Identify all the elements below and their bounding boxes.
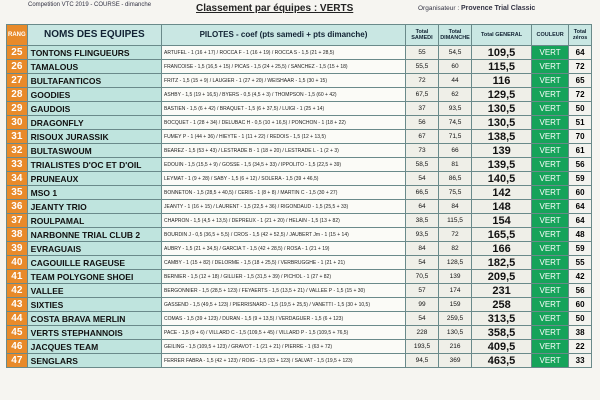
total-dimanche: 54,5 bbox=[439, 46, 472, 60]
total-samedi: 72 bbox=[405, 74, 438, 88]
color-badge: VERT bbox=[532, 200, 569, 214]
total-samedi: 193,5 bbox=[405, 340, 438, 354]
team-name: TRIALISTES D'OC ET D'OIL bbox=[27, 158, 161, 172]
table-row bbox=[7, 340, 592, 354]
pilots-cell: CHAPRON - 1,5 (4,5 + 13,5) / DEPREUX - 1 (21 + 20) / HELAIN - 1,5 (13 + 82) bbox=[162, 214, 406, 228]
header-row bbox=[7, 25, 592, 46]
team-name: VERTS STEPHANNOIS bbox=[27, 326, 161, 340]
col-pilotes: PILOTES - coef (pts samedi + pts dimanche) bbox=[162, 25, 406, 46]
team-name: TONTONS FLINGUEURS bbox=[27, 46, 161, 60]
total-dimanche: 60 bbox=[439, 60, 472, 74]
total-zeros: 70 bbox=[569, 130, 592, 144]
total-samedi: 67 bbox=[405, 130, 438, 144]
total-dimanche: 72 bbox=[439, 228, 472, 242]
team-name: BULTAFANTICOS bbox=[27, 74, 161, 88]
color-badge: VERT bbox=[532, 88, 569, 102]
total-general: 129,5 bbox=[472, 88, 532, 102]
table-row bbox=[7, 46, 592, 60]
total-samedi: 38,5 bbox=[405, 214, 438, 228]
total-zeros: 60 bbox=[569, 186, 592, 200]
team-name: MSO 1 bbox=[27, 186, 161, 200]
total-general: 130,5 bbox=[472, 116, 532, 130]
team-name: GAUDOIS bbox=[27, 102, 161, 116]
total-zeros: 72 bbox=[569, 60, 592, 74]
total-dimanche: 84 bbox=[439, 200, 472, 214]
pilots-cell: EDOUIN - 1,5 (15,5 + 9) / GOSSE - 1,5 (34,5 + 33) / IPPOLITO - 1,5 (22,5 + 39) bbox=[162, 158, 406, 172]
total-samedi: 55 bbox=[405, 46, 438, 60]
color-badge: VERT bbox=[532, 158, 569, 172]
page-header bbox=[0, 0, 600, 22]
color-badge: VERT bbox=[532, 326, 569, 340]
standings-table bbox=[6, 24, 592, 368]
color-badge: VERT bbox=[532, 46, 569, 60]
pilots-cell: GEILING - 1,5 (109,5 + 123) / GRAVOT - 1 (21 + 21) / PIERRE - 1 (63 + 72) bbox=[162, 340, 406, 354]
total-zeros: 55 bbox=[569, 256, 592, 270]
total-general: 166 bbox=[472, 242, 532, 256]
team-name: GOODIES bbox=[27, 88, 161, 102]
pilots-cell: FRANCOISE - 1,5 (16,5 + 15) / PICAS - 1,5 (24 + 25,5) / SANCHEZ - 1,5 (15 + 18) bbox=[162, 60, 406, 74]
total-dimanche: 174 bbox=[439, 284, 472, 298]
table-row bbox=[7, 74, 592, 88]
color-badge: VERT bbox=[532, 130, 569, 144]
total-dimanche: 115,5 bbox=[439, 214, 472, 228]
organizer-name: Provence Trial Classic bbox=[461, 5, 536, 12]
total-dimanche: 66 bbox=[439, 144, 472, 158]
table-row bbox=[7, 186, 592, 200]
rank-cell: 46 bbox=[7, 340, 28, 354]
total-zeros: 42 bbox=[569, 270, 592, 284]
total-samedi: 66,5 bbox=[405, 186, 438, 200]
pilots-cell: ARTUFEL - 1 (16 + 17) / ROCCA F - 1 (16 + 19) / ROCCA S - 1,5 (21 + 28,5) bbox=[162, 46, 406, 60]
total-samedi: 37 bbox=[405, 102, 438, 116]
col-samedi: Total SAMEDI bbox=[405, 25, 438, 46]
table-row bbox=[7, 298, 592, 312]
table-row bbox=[7, 88, 592, 102]
team-name: DRAGONFLY bbox=[27, 116, 161, 130]
pilots-cell: PACE - 1,5 (9 + 6) / VILLARD C - 1,5 (109,5 + 45) / VILLARD P - 1,5 (109,5 + 76,5) bbox=[162, 326, 406, 340]
total-zeros: 38 bbox=[569, 326, 592, 340]
table-row bbox=[7, 214, 592, 228]
total-samedi: 93,5 bbox=[405, 228, 438, 242]
color-badge: VERT bbox=[532, 340, 569, 354]
color-badge: VERT bbox=[532, 172, 569, 186]
rank-cell: 29 bbox=[7, 102, 28, 116]
total-general: 140,5 bbox=[472, 172, 532, 186]
total-zeros: 65 bbox=[569, 74, 592, 88]
total-general: 209,5 bbox=[472, 270, 532, 284]
table-row bbox=[7, 200, 592, 214]
table-row bbox=[7, 130, 592, 144]
team-name: NARBONNE TRIAL CLUB 2 bbox=[27, 228, 161, 242]
color-badge: VERT bbox=[532, 242, 569, 256]
pilots-cell: LEYMAT - 1 (9 + 28) / SABY - 1,5 (6 + 12) / SOLERA - 1,5 (39 + 46,5) bbox=[162, 172, 406, 186]
total-dimanche: 159 bbox=[439, 298, 472, 312]
rank-cell: 40 bbox=[7, 256, 28, 270]
pilots-cell: JEANTY - 1 (16 + 15) / LAURENT - 1,5 (22,5 + 36) / RIGONDAUD - 1,5 (25,5 + 33) bbox=[162, 200, 406, 214]
total-samedi: 58,5 bbox=[405, 158, 438, 172]
total-dimanche: 74,5 bbox=[439, 116, 472, 130]
table-row bbox=[7, 354, 592, 368]
total-zeros: 50 bbox=[569, 102, 592, 116]
color-badge: VERT bbox=[532, 186, 569, 200]
total-general: 130,5 bbox=[472, 102, 532, 116]
total-dimanche: 139 bbox=[439, 270, 472, 284]
team-name: JEANTY TRIO bbox=[27, 200, 161, 214]
color-badge: VERT bbox=[532, 214, 569, 228]
rank-cell: 43 bbox=[7, 298, 28, 312]
total-zeros: 64 bbox=[569, 214, 592, 228]
total-samedi: 54 bbox=[405, 312, 438, 326]
organizer-prefix: Organisateur : bbox=[418, 5, 460, 12]
total-general: 142 bbox=[472, 186, 532, 200]
rank-cell: 44 bbox=[7, 312, 28, 326]
rank-cell: 45 bbox=[7, 326, 28, 340]
table-row bbox=[7, 270, 592, 284]
total-zeros: 60 bbox=[569, 298, 592, 312]
team-name: TEAM POLYGONE SHOEI bbox=[27, 270, 161, 284]
pilots-cell: BONNETON - 1,5 (28,5 + 40,5) / CERIS - 1 (8 + 8) / MARTIN C - 1,5 (30 + 27) bbox=[162, 186, 406, 200]
team-name: SIXTIES bbox=[27, 298, 161, 312]
total-general: 154 bbox=[472, 214, 532, 228]
rank-cell: 25 bbox=[7, 46, 28, 60]
table-row bbox=[7, 312, 592, 326]
pilots-cell: BOCQUET - 1 (28 + 34) / DELUBAC H - 0,5 (10 + 16,5) / PONCHON - 1 (18 + 22) bbox=[162, 116, 406, 130]
rank-cell: 27 bbox=[7, 74, 28, 88]
pilots-cell: FRITZ - 1,5 (15 + 9) / LAUGIER - 1 (27 + 20) / WEISHAAR - 1,5 (30 + 15) bbox=[162, 74, 406, 88]
rank-cell: 30 bbox=[7, 116, 28, 130]
rank-cell: 37 bbox=[7, 214, 28, 228]
total-dimanche: 62 bbox=[439, 88, 472, 102]
total-general: 463,5 bbox=[472, 354, 532, 368]
team-name: VALLEE bbox=[27, 284, 161, 298]
organizer-label bbox=[418, 5, 535, 12]
total-general: 116 bbox=[472, 74, 532, 88]
color-badge: VERT bbox=[532, 270, 569, 284]
rank-cell: 41 bbox=[7, 270, 28, 284]
total-dimanche: 216 bbox=[439, 340, 472, 354]
color-badge: VERT bbox=[532, 298, 569, 312]
team-name: BULTASWOUM bbox=[27, 144, 161, 158]
color-badge: VERT bbox=[532, 144, 569, 158]
team-name: COSTA BRAVA MERLIN bbox=[27, 312, 161, 326]
total-samedi: 54 bbox=[405, 172, 438, 186]
total-general: 231 bbox=[472, 284, 532, 298]
total-zeros: 72 bbox=[569, 88, 592, 102]
total-dimanche: 86,5 bbox=[439, 172, 472, 186]
col-noms: NOMS DES EQUIPES bbox=[27, 25, 161, 46]
total-dimanche: 128,5 bbox=[439, 256, 472, 270]
total-dimanche: 44 bbox=[439, 74, 472, 88]
page-title: Classement par équipes : VERTS bbox=[196, 3, 354, 14]
pilots-cell: FUMEY P - 1 (44 + 36) / HIEYTE - 1 (11 + 22) / REDOIS - 1,5 (12 + 13,5) bbox=[162, 130, 406, 144]
total-samedi: 67,5 bbox=[405, 88, 438, 102]
table-row bbox=[7, 284, 592, 298]
total-dimanche: 259,5 bbox=[439, 312, 472, 326]
pilots-cell: ASHBY - 1,5 (19 + 16,5) / BYERS - 0,5 (4,5 + 3) / THOMPSON - 1,5 (60 + 42) bbox=[162, 88, 406, 102]
competition-label: Competition VTC 2019 - COURSE - dimanche bbox=[28, 2, 152, 8]
team-name: ROULPAMAL bbox=[27, 214, 161, 228]
table-row bbox=[7, 228, 592, 242]
pilots-cell: BOURDIN J - 0,5 (36,5 + 5,5) / CROS - 1,5 (42 + 52,5) / JAUBERT Jm - 1 (15 + 14) bbox=[162, 228, 406, 242]
table-row bbox=[7, 60, 592, 74]
rank-cell: 42 bbox=[7, 284, 28, 298]
table-row bbox=[7, 158, 592, 172]
total-samedi: 94,5 bbox=[405, 354, 438, 368]
total-samedi: 99 bbox=[405, 298, 438, 312]
table-row bbox=[7, 116, 592, 130]
total-samedi: 54 bbox=[405, 256, 438, 270]
total-general: 358,5 bbox=[472, 326, 532, 340]
total-general: 115,5 bbox=[472, 60, 532, 74]
col-dimanche: Total DIMANCHE bbox=[439, 25, 472, 46]
team-name: PRUNEAUX bbox=[27, 172, 161, 186]
rank-cell: 31 bbox=[7, 130, 28, 144]
table-row bbox=[7, 102, 592, 116]
total-zeros: 56 bbox=[569, 284, 592, 298]
total-general: 409,5 bbox=[472, 340, 532, 354]
total-zeros: 51 bbox=[569, 116, 592, 130]
pilots-cell: BERNIER - 1,5 (12 + 18) / GILLIER - 1,5 (31,5 + 39) / PICHOL - 1 (27 + 82) bbox=[162, 270, 406, 284]
rank-cell: 33 bbox=[7, 158, 28, 172]
table-row bbox=[7, 326, 592, 340]
total-general: 148 bbox=[472, 200, 532, 214]
total-zeros: 33 bbox=[569, 354, 592, 368]
color-badge: VERT bbox=[532, 256, 569, 270]
rank-cell: 28 bbox=[7, 88, 28, 102]
table-row bbox=[7, 256, 592, 270]
total-general: 109,5 bbox=[472, 46, 532, 60]
rank-cell: 35 bbox=[7, 186, 28, 200]
total-dimanche: 82 bbox=[439, 242, 472, 256]
team-name: EVRAGUAIS bbox=[27, 242, 161, 256]
rank-cell: 47 bbox=[7, 354, 28, 368]
col-general: Total GENERAL bbox=[472, 25, 532, 46]
total-dimanche: 369 bbox=[439, 354, 472, 368]
rank-cell: 26 bbox=[7, 60, 28, 74]
total-general: 258 bbox=[472, 298, 532, 312]
pilots-cell: BEAREZ - 1,5 (53 + 43) / LESTRADE B - 1 (18 + 20) / LESTRADE L - 1 (2 + 3) bbox=[162, 144, 406, 158]
pilots-cell: CAMBY - 1 (15 + 82) / DELORME - 1,5 (18 + 25,5) / VERBRUGGHE - 1 (21 + 21) bbox=[162, 256, 406, 270]
color-badge: VERT bbox=[532, 116, 569, 130]
total-samedi: 55,5 bbox=[405, 60, 438, 74]
total-general: 313,5 bbox=[472, 312, 532, 326]
color-badge: VERT bbox=[532, 74, 569, 88]
total-samedi: 70,5 bbox=[405, 270, 438, 284]
color-badge: VERT bbox=[532, 284, 569, 298]
team-name: SENGLARS bbox=[27, 354, 161, 368]
pilots-cell: GASSEND - 1,5 (49,5 + 123) / PIERRISNARD - 1,5 (19,5 + 25,5) / VANETTI - 1,5 (30 + 10,5) bbox=[162, 298, 406, 312]
total-zeros: 59 bbox=[569, 172, 592, 186]
color-badge: VERT bbox=[532, 354, 569, 368]
team-name: CAGOUILLE RAGEUSE bbox=[27, 256, 161, 270]
total-general: 139,5 bbox=[472, 158, 532, 172]
col-zeros: Total zéros bbox=[569, 25, 592, 46]
table-row bbox=[7, 172, 592, 186]
total-zeros: 56 bbox=[569, 158, 592, 172]
pilots-cell: FERRER FABRA - 1,5 (42 + 123) / ROIG - 1,5 (33 + 123) / SALVAT - 1,5 (19,5 + 123) bbox=[162, 354, 406, 368]
pilots-cell: COMAS - 1,5 (39 + 123) / DURAN - 1,5 (9 + 13,5) / VERDAGUER - 1,5 (6 + 123) bbox=[162, 312, 406, 326]
total-samedi: 57 bbox=[405, 284, 438, 298]
team-name: TAMALOUS bbox=[27, 60, 161, 74]
total-zeros: 59 bbox=[569, 242, 592, 256]
rank-cell: 39 bbox=[7, 242, 28, 256]
pilots-cell: AUBRY - 1,5 (21 + 34,5) / GARCIA T - 1,5 (42 + 28,5) / ROSA - 1 (21 + 19) bbox=[162, 242, 406, 256]
color-badge: VERT bbox=[532, 60, 569, 74]
rank-cell: 34 bbox=[7, 172, 28, 186]
total-samedi: 73 bbox=[405, 144, 438, 158]
team-name: JACQUES TEAM bbox=[27, 340, 161, 354]
color-badge: VERT bbox=[532, 102, 569, 116]
total-dimanche: 130,5 bbox=[439, 326, 472, 340]
total-samedi: 228 bbox=[405, 326, 438, 340]
total-samedi: 84 bbox=[405, 242, 438, 256]
table-row bbox=[7, 242, 592, 256]
pilots-cell: BERGONNIER - 1,5 (28,5 + 123) / FEYAERTS - 1,5 (13,5 + 21) / VALLEE P - 1,5 (15 + 30) bbox=[162, 284, 406, 298]
total-zeros: 64 bbox=[569, 46, 592, 60]
total-zeros: 50 bbox=[569, 312, 592, 326]
total-zeros: 48 bbox=[569, 228, 592, 242]
total-zeros: 61 bbox=[569, 144, 592, 158]
total-dimanche: 93,5 bbox=[439, 102, 472, 116]
team-name: RISOUX JURASSIK bbox=[27, 130, 161, 144]
total-dimanche: 81 bbox=[439, 158, 472, 172]
total-zeros: 64 bbox=[569, 200, 592, 214]
rank-cell: 38 bbox=[7, 228, 28, 242]
total-general: 139 bbox=[472, 144, 532, 158]
table-row bbox=[7, 144, 592, 158]
col-couleur: COULEUR bbox=[532, 25, 569, 46]
total-dimanche: 75,5 bbox=[439, 186, 472, 200]
color-badge: VERT bbox=[532, 312, 569, 326]
rank-cell: 32 bbox=[7, 144, 28, 158]
color-badge: VERT bbox=[532, 228, 569, 242]
total-samedi: 56 bbox=[405, 116, 438, 130]
pilots-cell: BASTIEN - 1,5 (6 + 42) / BRAQUET - 1,5 (6 + 37,5) / LUIGI - 1 (25 + 14) bbox=[162, 102, 406, 116]
col-rang: RANG bbox=[7, 25, 28, 46]
total-general: 182,5 bbox=[472, 256, 532, 270]
total-zeros: 22 bbox=[569, 340, 592, 354]
total-dimanche: 71,5 bbox=[439, 130, 472, 144]
rank-cell: 36 bbox=[7, 200, 28, 214]
total-general: 138,5 bbox=[472, 130, 532, 144]
total-general: 165,5 bbox=[472, 228, 532, 242]
total-samedi: 64 bbox=[405, 200, 438, 214]
